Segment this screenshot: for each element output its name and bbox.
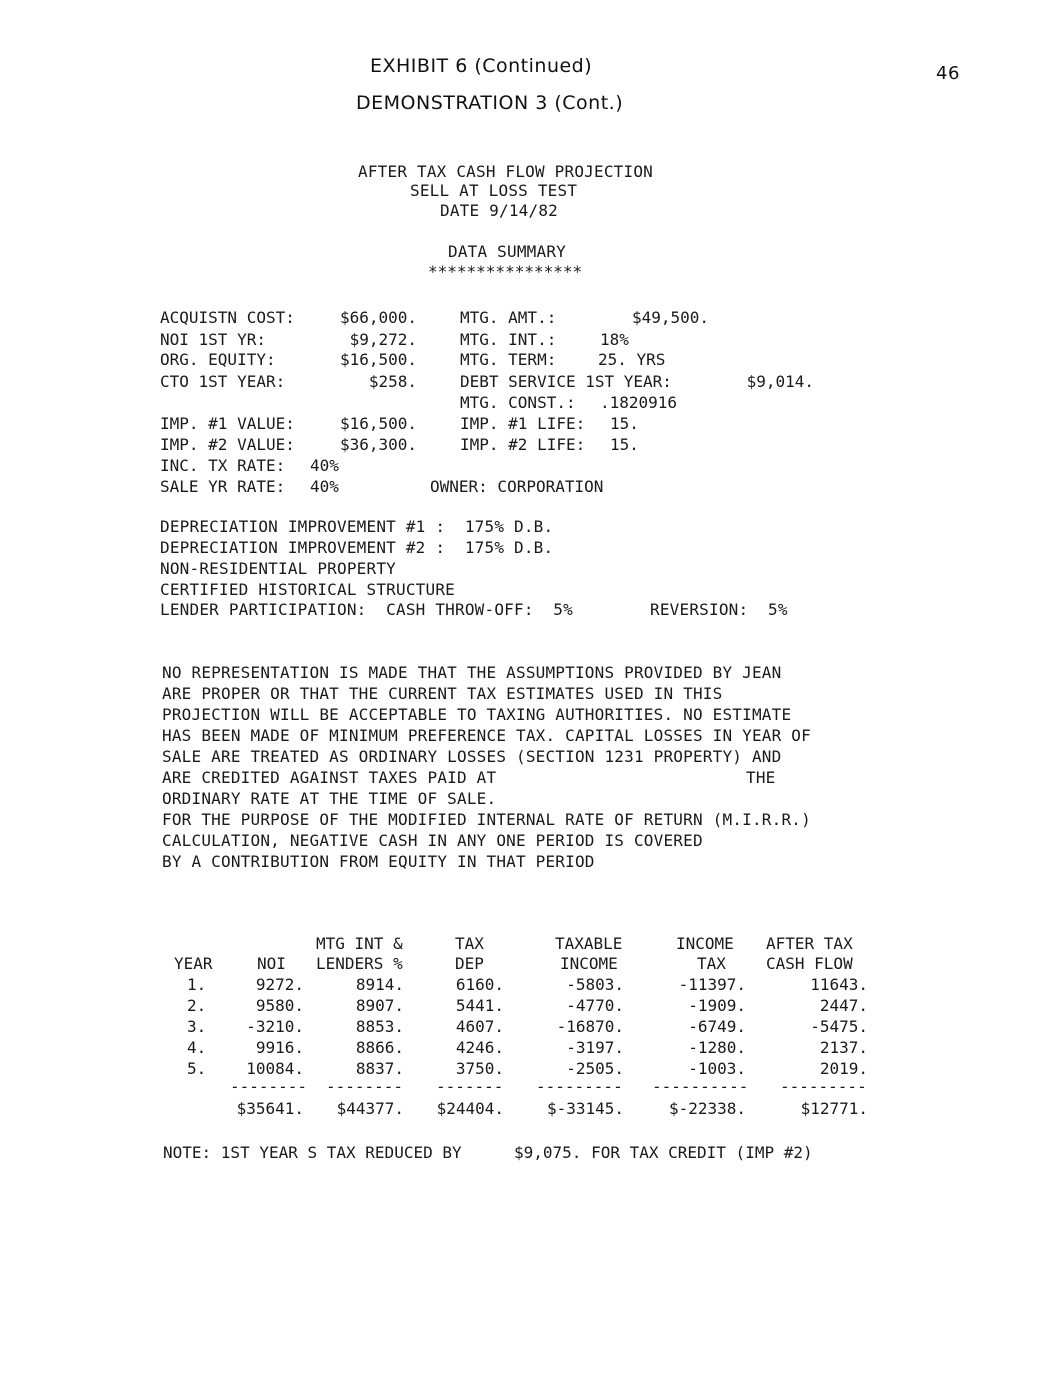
- disclaimer-line-3: PROJECTION WILL BE ACCEPTABLE TO TAXING AUTHORITIES. NO ESTIMATE: [162, 705, 792, 724]
- total-income-tax: $-22338.: [668, 1099, 746, 1118]
- depreciation-line-2: DEPRECIATION IMPROVEMENT #2 : 175% D.B.: [160, 538, 554, 557]
- cell-noi: 9272.: [255, 975, 304, 994]
- data-summary-heading: DATA SUMMARY: [448, 242, 566, 261]
- cell-after-tax-cash-flow: 2447.: [819, 996, 868, 1015]
- acq-cost-value: $66,000.: [339, 308, 417, 327]
- mtg-term-value: 25. YRS: [598, 350, 666, 369]
- cell-year: 5.: [187, 1059, 207, 1078]
- cell-tax-dep: 4607.: [455, 1017, 504, 1036]
- acq-cost-label: ACQUISTN COST:: [160, 308, 295, 327]
- date-line: DATE 9/14/82: [440, 201, 558, 220]
- header-tax: TAX: [455, 934, 484, 953]
- cell-taxable-income: -2505.: [566, 1059, 624, 1078]
- note-line-part-2: $9,075. FOR TAX CREDIT (IMP #2): [514, 1143, 813, 1162]
- cell-tax-dep: 3750.: [455, 1059, 504, 1078]
- imp1-value-label: IMP. #1 VALUE:: [160, 414, 295, 433]
- disclaimer-line-2: ARE PROPER OR THAT THE CURRENT TAX ESTIMATES USED IN THIS: [162, 684, 723, 703]
- disclaimer-line-4: HAS BEEN MADE OF MINIMUM PREFERENCE TAX. CAPITAL LOSSES IN YEAR OF: [162, 726, 811, 745]
- cell-mtg-int: 8866.: [355, 1038, 404, 1057]
- noi-value: $9,272.: [349, 330, 417, 349]
- header-mtg-int: MTG INT &: [316, 934, 403, 953]
- cell-tax-dep: 4246.: [455, 1038, 504, 1057]
- total-noi: $35641.: [236, 1099, 304, 1118]
- org-equity-value: $16,500.: [339, 350, 417, 369]
- cell-income-tax: -1909.: [688, 996, 746, 1015]
- cell-income-tax: -11397.: [678, 975, 746, 994]
- mtg-amt-label: MTG. AMT.:: [460, 308, 557, 327]
- sale-yr-rate-label: SALE YR RATE:: [160, 477, 286, 496]
- property-type-line: NON-RESIDENTIAL PROPERTY: [160, 559, 396, 578]
- imp2-value-label: IMP. #2 VALUE:: [160, 435, 295, 454]
- cto-value: $258.: [368, 372, 417, 391]
- imp1-value: $16,500.: [339, 414, 417, 433]
- org-equity-label: ORG. EQUITY:: [160, 350, 276, 369]
- total-rule: --------: [230, 1077, 308, 1096]
- cell-income-tax: -1003.: [688, 1059, 746, 1078]
- cell-mtg-int: 8837.: [355, 1059, 404, 1078]
- disclaimer-line-6b: THE: [746, 768, 776, 787]
- depreciation-line-1: DEPRECIATION IMPROVEMENT #1 : 175% D.B.: [160, 517, 554, 536]
- cto-label: CTO 1ST YEAR:: [160, 372, 286, 391]
- total-after-tax-cash-flow: $12771.: [800, 1099, 868, 1118]
- sale-yr-rate-value: 40%: [310, 477, 339, 496]
- disclaimer-line-10: BY A CONTRIBUTION FROM EQUITY IN THAT PERIOD: [162, 852, 595, 871]
- noi-label: NOI 1ST YR:: [160, 330, 266, 349]
- header-noi: NOI: [257, 954, 286, 973]
- header-lenders: LENDERS %: [316, 954, 403, 973]
- debt-service-value: $9,014.: [746, 372, 814, 391]
- cell-after-tax-cash-flow: 2019.: [819, 1059, 868, 1078]
- cell-noi: -3210.: [246, 1017, 304, 1036]
- header-dep: DEP: [455, 954, 484, 973]
- cell-mtg-int: 8907.: [355, 996, 404, 1015]
- exhibit-title: EXHIBIT 6 (Continued): [370, 55, 593, 77]
- cell-income-tax: -1280.: [688, 1038, 746, 1057]
- total-tax-dep: $24404.: [436, 1099, 504, 1118]
- cell-mtg-int: 8853.: [355, 1017, 404, 1036]
- disclaimer-line-6a: ARE CREDITED AGAINST TAXES PAID AT: [162, 768, 497, 787]
- projection-title: AFTER TAX CASH FLOW PROJECTION: [358, 162, 653, 181]
- total-rule: ---------: [536, 1077, 623, 1096]
- inc-tx-rate-label: INC. TX RATE:: [160, 456, 286, 475]
- cell-noi: 9916.: [255, 1038, 304, 1057]
- inc-tx-rate-value: 40%: [310, 456, 339, 475]
- imp2-value: $36,300.: [339, 435, 417, 454]
- total-rule: ---------: [780, 1077, 867, 1096]
- total-rule: ----------: [652, 1077, 749, 1096]
- total-mtg-int: $44377.: [336, 1099, 404, 1118]
- total-rule: -------: [436, 1077, 504, 1096]
- header-income: INCOME: [676, 934, 734, 953]
- header-cash-flow: CASH FLOW: [766, 954, 853, 973]
- mtg-amt-value: $49,500.: [631, 308, 709, 327]
- imp1-life-label: IMP. #1 LIFE:: [460, 414, 586, 433]
- cell-year: 1.: [187, 975, 207, 994]
- disclaimer-line-5: SALE ARE TREATED AS ORDINARY LOSSES (SECTION 1231 PROPERTY) AND: [162, 747, 782, 766]
- cell-taxable-income: -16870.: [556, 1017, 624, 1036]
- cell-tax-dep: 6160.: [455, 975, 504, 994]
- cell-year: 4.: [187, 1038, 207, 1057]
- imp2-life-label: IMP. #2 LIFE:: [460, 435, 586, 454]
- total-rule: --------: [326, 1077, 404, 1096]
- cell-noi: 9580.: [255, 996, 304, 1015]
- cell-after-tax-cash-flow: -5475.: [810, 1017, 868, 1036]
- mtg-term-label: MTG. TERM:: [460, 350, 557, 369]
- cell-taxable-income: -5803.: [566, 975, 624, 994]
- owner-line: OWNER: CORPORATION: [430, 477, 604, 496]
- disclaimer-line-1: NO REPRESENTATION IS MADE THAT THE ASSUMPTIONS PROVIDED BY JEAN: [162, 663, 782, 682]
- asterisk-underline: ****************: [428, 262, 583, 281]
- header-after-tax: AFTER TAX: [766, 934, 853, 953]
- mtg-const-value: .1820916: [600, 393, 678, 412]
- total-taxable-income: $-33145.: [546, 1099, 624, 1118]
- header-income-2: INCOME: [560, 954, 618, 973]
- mtg-int-value: 18%: [600, 330, 629, 349]
- header-tax-2: TAX: [697, 954, 726, 973]
- cell-taxable-income: -3197.: [566, 1038, 624, 1057]
- imp2-life-value: 15.: [610, 435, 639, 454]
- demonstration-title: DEMONSTRATION 3 (Cont.): [356, 92, 624, 114]
- cell-after-tax-cash-flow: 11643.: [810, 975, 868, 994]
- reversion-line: REVERSION: 5%: [650, 600, 788, 619]
- header-taxable: TAXABLE: [555, 934, 623, 953]
- disclaimer-line-8: FOR THE PURPOSE OF THE MODIFIED INTERNAL RATE OF RETURN (M.I.R.R.): [162, 810, 811, 829]
- header-year: YEAR: [174, 954, 213, 973]
- page-number: 46: [936, 63, 960, 84]
- disclaimer-line-9: CALCULATION, NEGATIVE CASH IN ANY ONE PERIOD IS COVERED: [162, 831, 703, 850]
- cell-income-tax: -6749.: [688, 1017, 746, 1036]
- cell-taxable-income: -4770.: [566, 996, 624, 1015]
- cell-mtg-int: 8914.: [355, 975, 404, 994]
- cell-tax-dep: 5441.: [455, 996, 504, 1015]
- mtg-int-label: MTG. INT.:: [460, 330, 557, 349]
- cell-after-tax-cash-flow: 2137.: [819, 1038, 868, 1057]
- structure-line: CERTIFIED HISTORICAL STRUCTURE: [160, 580, 455, 599]
- cell-year: 3.: [187, 1017, 207, 1036]
- lender-participation-line: LENDER PARTICIPATION: CASH THROW-OFF: 5%: [160, 600, 573, 619]
- mtg-const-label: MTG. CONST.:: [460, 393, 576, 412]
- imp1-life-value: 15.: [610, 414, 639, 433]
- cell-year: 2.: [187, 996, 207, 1015]
- debt-service-label: DEBT SERVICE 1ST YEAR:: [460, 372, 672, 391]
- note-line-part-1: NOTE: 1ST YEAR S TAX REDUCED BY: [163, 1143, 462, 1162]
- disclaimer-line-7: ORDINARY RATE AT THE TIME OF SALE.: [162, 789, 497, 808]
- test-title: SELL AT LOSS TEST: [410, 181, 578, 200]
- cell-noi: 10084.: [246, 1059, 304, 1078]
